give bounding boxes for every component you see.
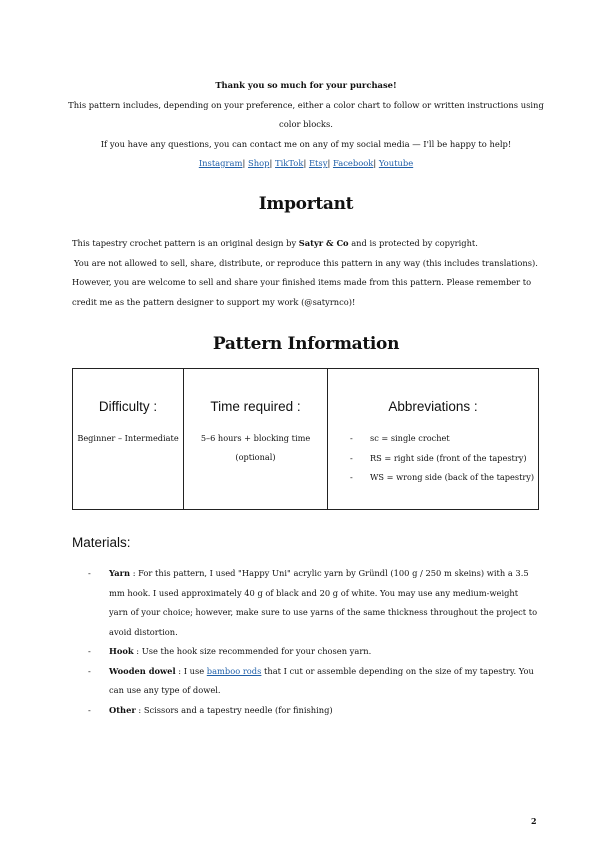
includes-line: This pattern includes, depending on your preference, either a color chart to follow or written instructions using color blocks. <box>68 99 544 129</box>
restriction-line: You are not allowed to sell, share, distribute, or reproduce this pattern in any way (this includes translations). <box>74 257 538 268</box>
copyright-text-a: This tapestry crochet pattern is an original design by <box>72 238 299 248</box>
hook-label: Hook <box>109 646 134 656</box>
difficulty-cell <box>73 369 184 510</box>
permission-line: However, you are welcome to sell and share your finished items made from this pattern. Please remember to credit me as the pattern designer to support my work (@satyrnco)! <box>72 277 532 307</box>
intro-section <box>60 76 552 174</box>
copyright-text-c: and is protected by copyright. <box>348 238 478 248</box>
materials-list <box>88 564 538 720</box>
dowel-label: Wooden dowel <box>109 665 176 676</box>
abbreviations-list <box>328 429 538 488</box>
other-label: Other <box>109 704 136 715</box>
important-heading: Important <box>258 194 354 214</box>
pattern-info-table <box>72 368 539 510</box>
abbreviations-label: Abbreviations : <box>388 399 478 414</box>
link-instagram[interactable]: Instagram <box>198 158 243 168</box>
dowel-text-a: : I use <box>175 665 207 676</box>
material-dowel <box>88 662 538 701</box>
time-label: Time required : <box>210 399 301 414</box>
difficulty-value: Beginner – Intermediate <box>77 433 179 443</box>
copyright-line <box>72 234 542 254</box>
pattern-info-heading: Pattern Information <box>212 334 400 354</box>
material-hook <box>88 642 538 662</box>
link-shop[interactable]: Shop <box>247 158 270 168</box>
abbreviation-item: - WS = wrong side (back of the tapestry) <box>350 468 538 488</box>
link-tiktok[interactable]: TikTok <box>275 158 304 168</box>
dowel-text-b: that I cut or assemble depending on the size of my tapestry. You can use any type of dowel. <box>109 665 534 695</box>
bamboo-rods-link[interactable]: bamboo rods <box>206 665 262 676</box>
link-etsy[interactable]: Etsy <box>308 158 328 168</box>
material-other <box>88 701 538 721</box>
brand-name: Satyr & Co <box>298 238 349 248</box>
time-value: 5–6 hours + blocking time <box>200 433 311 443</box>
abbreviation-item: - RS = right side (front of the tapestry) <box>350 449 538 469</box>
yarn-text: : For this pattern, I used "Happy Uni" acrylic yarn by Gründl (100 g / 250 m skeins) with a 3.5 mm hook. I used approximately 40 g of black and 20 g of white. You may use any medium-weight yarn of your choice; however, make sure to use yarns of the same thickness throughout the project to avoid distortion. <box>109 568 538 637</box>
important-text <box>72 234 542 312</box>
link-facebook[interactable]: Facebook <box>332 158 374 168</box>
yarn-label: Yarn <box>109 568 131 578</box>
difficulty-label: Difficulty : <box>98 399 158 414</box>
link-youtube[interactable]: Youtube <box>378 158 414 168</box>
social-links: Instagram| Shop| TikTok| Etsy| Facebook| Youtube <box>198 158 414 168</box>
abbreviations-cell <box>328 369 539 510</box>
time-cell <box>184 369 328 510</box>
contact-line: If you have any questions, you can contact me on any of my social media — I'll be happy to help! <box>100 138 512 149</box>
time-note: (optional) <box>235 452 276 462</box>
other-text: : Scissors and a tapestry needle (for finishing) <box>135 704 333 715</box>
abbreviation-item: - sc = single crochet <box>350 429 538 449</box>
page-number: 2 <box>531 816 537 826</box>
hook-text: : Use the hook size recommended for your chosen yarn. <box>133 646 372 656</box>
material-yarn <box>88 564 538 642</box>
materials-title: Materials: <box>72 535 131 550</box>
thanks-line: Thank you so much for your purchase! <box>215 80 397 90</box>
